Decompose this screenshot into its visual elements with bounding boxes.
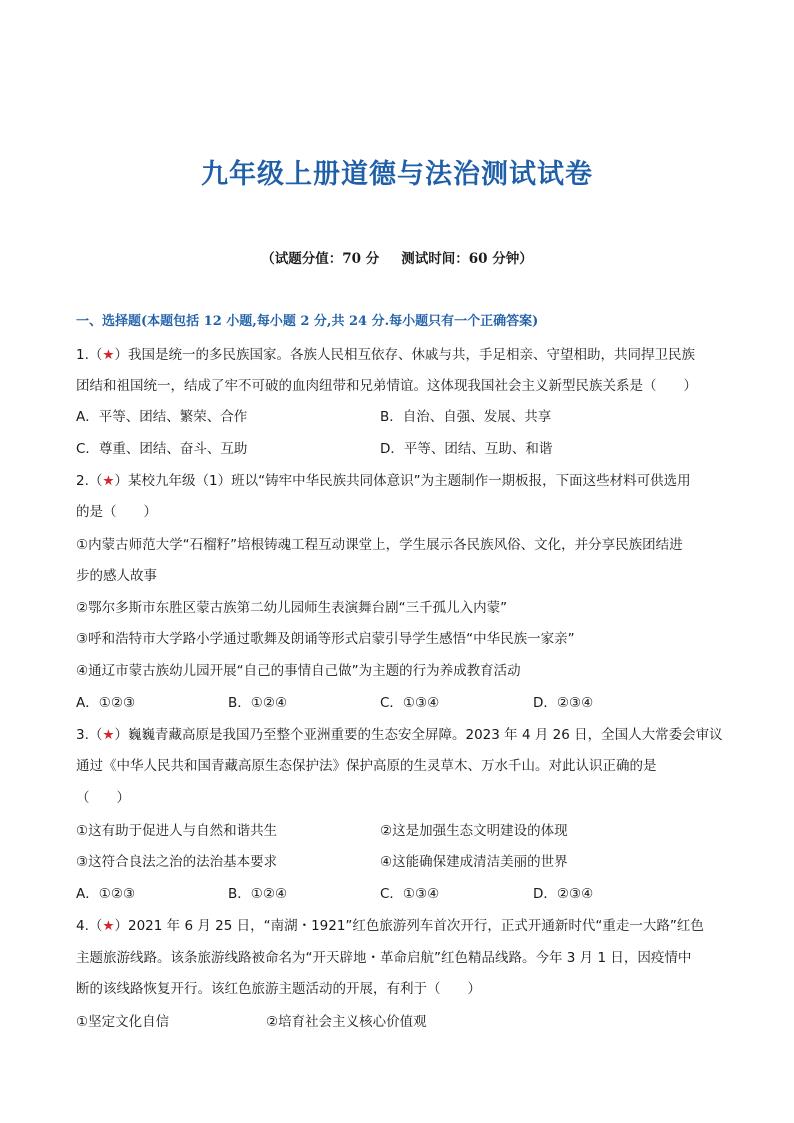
q3-item-1: ①这有助于促进人与自然和谐共生: [76, 823, 278, 839]
question-4-line-2: 主题旅游线路。该条旅游线路被命名为“开天辟地・革命启航”红色精品线路。今年 3 月 1 日，因疫情中: [76, 950, 692, 966]
question-1-line-1: 1.（★）我国是统一的多民族国家。各族人民相互依存、休戚与共，手足相亲、守望相助，共同捍卫民族: [76, 347, 695, 363]
q1-option-b[interactable]: B．自治、自强、发展、共享: [380, 409, 552, 425]
question-2-line-2: 的是（ ）: [76, 504, 157, 520]
question-3-line-1: 3.（★）巍巍青藏高原是我国乃至整个亚洲重要的生态安全屏障。2023 年 4 月 26 日，全国人大常委会审议: [76, 727, 723, 743]
q3-option-b[interactable]: B．①②④: [228, 886, 288, 902]
q3-option-d[interactable]: D．②③④: [533, 886, 594, 902]
q2-option-d[interactable]: D．②③④: [533, 695, 594, 711]
q2-option-b[interactable]: B．①②④: [228, 695, 288, 711]
question-4-line-3: 断的该线路恢复开行。该红色旅游主题活动的开展，有利于（ ）: [76, 981, 481, 997]
q3-item-2: ②这是加强生态文明建设的体现: [380, 823, 568, 839]
page-title: 九年级上册道德与法治测试试卷: [201, 159, 593, 190]
q1-option-c[interactable]: C．尊重、团结、奋斗、互助: [76, 441, 248, 457]
question-3-line-3: （ ）: [76, 790, 130, 806]
q2-item-1-cont: 步的感人故事: [76, 568, 157, 584]
q2-option-a[interactable]: A．①②③: [76, 695, 136, 711]
q3-option-a[interactable]: A．①②③: [76, 886, 136, 902]
question-1-line-2: 团结和祖国统一，结成了牢不可破的血肉纽带和兄弟情谊。这体现我国社会主义新型民族关系是（ ）: [76, 378, 697, 394]
q2-item-4: ④通辽市蒙古族幼儿园开展“自己的事情自己做”为主题的行为养成教育活动: [76, 663, 521, 679]
q2-item-3: ③呼和浩特市大学路小学通过歌舞及朗诵等形式启蒙引导学生感悟“中华民族一家亲”: [76, 631, 575, 647]
section-heading: 一、选择题(本题包括 12 小题,每小题 2 分,共 24 分.每小题只有一个正确答案): [76, 314, 539, 329]
score-info: （试题分值：70 分: [261, 251, 380, 267]
q2-item-2: ②鄂尔多斯市东胜区蒙古族第二幼儿园师生表演舞台剧“三千孤儿入内蒙”: [76, 600, 508, 616]
q3-item-3: ③这符合良法之治的法治基本要求: [76, 854, 278, 870]
exam-meta: [0, 247, 794, 267]
time-info: 测试时间：60 分钟）: [401, 251, 533, 267]
q4-item-1: ①坚定文化自信: [76, 1014, 170, 1030]
star-icon: ★: [102, 727, 115, 743]
q2-item-1: ①内蒙古师范大学“石榴籽”培根铸魂工程互动课堂上，学生展示各民族风俗、文化，并分享民族团结进: [76, 537, 683, 553]
question-3-line-2: 通过《中华人民共和国青藏高原生态保护法》保护高原的生灵草木、万水千山。对此认识正确的是: [76, 758, 657, 774]
q2-option-c[interactable]: C．①③④: [380, 695, 440, 711]
q4-item-2: ②培育社会主义核心价值观: [266, 1014, 427, 1030]
q3-option-c[interactable]: C．①③④: [380, 886, 440, 902]
question-2-line-1: 2.（★）某校九年级（1）班以“铸牢中华民族共同体意识”为主题制作一期板报，下面这些材料可供选用: [76, 473, 691, 489]
q3-item-4: ④这能确保建成清洁美丽的世界: [380, 854, 568, 870]
star-icon: ★: [102, 918, 115, 934]
question-4-line-1: 4.（★）2021 年 6 月 25 日，“南湖・1921”红色旅游列车首次开行，正式开通新时代“重走一大路”红色: [76, 918, 704, 934]
q1-option-d[interactable]: D．平等、团结、互助、和谐: [380, 441, 553, 457]
q1-option-a[interactable]: A．平等、团结、繁荣、合作: [76, 409, 248, 425]
star-icon: ★: [102, 347, 115, 363]
star-icon: ★: [102, 473, 115, 489]
